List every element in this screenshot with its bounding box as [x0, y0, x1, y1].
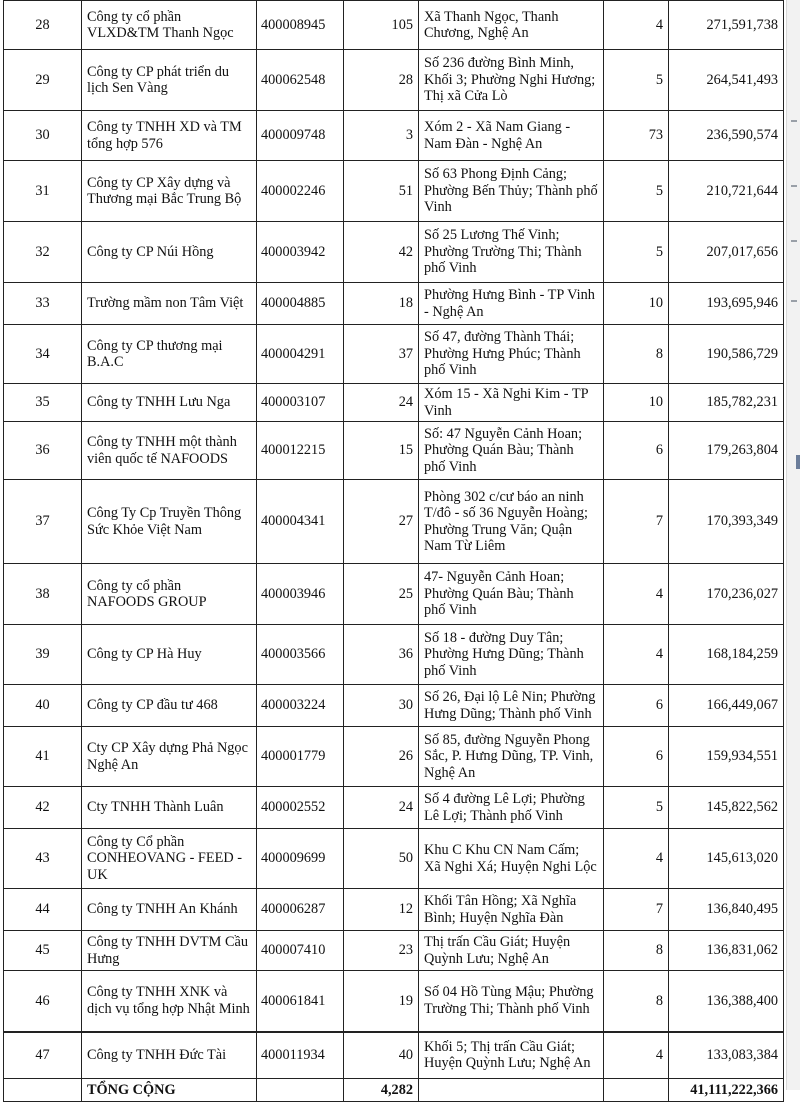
- row-company-name: Công ty CP thương mại B.A.C: [82, 325, 257, 384]
- row-stt: 39: [4, 625, 82, 685]
- total-empty-cell: [419, 1079, 604, 1102]
- row-company-name: Công ty Cổ phần CONHEOVANG - FEED - UK: [82, 829, 257, 889]
- row-company-name: Công ty CP Xây dựng và Thương mại Bắc Trung Bộ: [82, 161, 257, 222]
- table-row: [4, 384, 784, 422]
- table-row: [4, 422, 784, 480]
- table-row: [4, 829, 784, 889]
- row-company-name: Công Ty Cp Truyền Thông Sức Khỏe Việt Nam: [82, 480, 257, 564]
- table-row: [4, 625, 784, 685]
- row-people: 4: [604, 1, 669, 50]
- row-tax-code: 400061841: [257, 971, 344, 1032]
- row-company-name: Cty CP Xây dựng Phả Ngọc Nghệ An: [82, 727, 257, 787]
- row-people: 5: [604, 222, 669, 283]
- table-row: [4, 1, 784, 50]
- table-row: [4, 787, 784, 829]
- row-people: 6: [604, 422, 669, 480]
- row-people: 6: [604, 685, 669, 727]
- table-row: [4, 111, 784, 161]
- total-label: TỔNG CỘNG: [82, 1079, 257, 1102]
- row-people: 7: [604, 889, 669, 931]
- row-people: 73: [604, 111, 669, 161]
- row-people: 5: [604, 50, 669, 111]
- row-amount: 190,586,729: [669, 325, 784, 384]
- row-stt: 32: [4, 222, 82, 283]
- row-stt: 42: [4, 787, 82, 829]
- row-months: 19: [344, 971, 419, 1032]
- edge-mark: [791, 185, 797, 187]
- edge-mark: [791, 120, 797, 122]
- row-tax-code: 400011934: [257, 1032, 344, 1079]
- row-company-name: Công ty cổ phần VLXD&TM Thanh Ngọc: [82, 1, 257, 50]
- row-tax-code: 400004885: [257, 283, 344, 325]
- row-address: Số 26, Đại lộ Lê Nin; Phường Hưng Dũng; Thành phố Vinh: [419, 685, 604, 727]
- row-months: 105: [344, 1, 419, 50]
- row-address: Khu C Khu CN Nam Cấm; Xã Nghi Xá; Huyện Nghi Lộc: [419, 829, 604, 889]
- row-tax-code: 400003224: [257, 685, 344, 727]
- row-months: 42: [344, 222, 419, 283]
- row-months: 18: [344, 283, 419, 325]
- row-amount: 193,695,946: [669, 283, 784, 325]
- row-amount: 185,782,231: [669, 384, 784, 422]
- row-company-name: Cty TNHH Thành Luân: [82, 787, 257, 829]
- row-tax-code: 400062548: [257, 50, 344, 111]
- row-amount: 170,393,349: [669, 480, 784, 564]
- table-row: [4, 1032, 784, 1079]
- row-amount: 166,449,067: [669, 685, 784, 727]
- row-stt: 46: [4, 971, 82, 1032]
- total-empty-cell: [257, 1079, 344, 1102]
- table-row: [4, 889, 784, 931]
- row-tax-code: 400003107: [257, 384, 344, 422]
- total-amount: 41,111,222,366: [669, 1079, 784, 1102]
- row-amount: 136,840,495: [669, 889, 784, 931]
- row-stt: 30: [4, 111, 82, 161]
- row-address: Khối Tân Hồng; Xã Nghĩa Bình; Huyện Nghĩa Đàn: [419, 889, 604, 931]
- row-stt: 31: [4, 161, 82, 222]
- row-address: Số 4 đường Lê Lợi; Phường Lê Lợi; Thành phố Vinh: [419, 787, 604, 829]
- row-company-name: Công ty CP Hà Huy: [82, 625, 257, 685]
- row-people: 8: [604, 931, 669, 971]
- row-address: Khối 5; Thị trấn Cầu Giát; Huyện Quỳnh Lưu; Nghệ An: [419, 1032, 604, 1079]
- row-months: 27: [344, 480, 419, 564]
- row-company-name: Công ty TNHH Đức Tài: [82, 1032, 257, 1079]
- table-row: [4, 564, 784, 625]
- row-tax-code: 400007410: [257, 931, 344, 971]
- row-amount: 264,541,493: [669, 50, 784, 111]
- edge-mark: [791, 300, 797, 302]
- row-months: 26: [344, 727, 419, 787]
- row-stt: 45: [4, 931, 82, 971]
- row-amount: 170,236,027: [669, 564, 784, 625]
- row-address: Số 18 - đường Duy Tân; Phường Hưng Dũng; Thành phố Vinh: [419, 625, 604, 685]
- row-company-name: Công ty TNHH An Khánh: [82, 889, 257, 931]
- row-address: Số 236 đường Bình Minh, Khối 3; Phường Nghi Hương; Thị xã Cửa Lò: [419, 50, 604, 111]
- row-people: 8: [604, 971, 669, 1032]
- row-months: 36: [344, 625, 419, 685]
- table-row: [4, 50, 784, 111]
- total-empty-cell: [604, 1079, 669, 1102]
- row-company-name: Công ty TNHH XD và TM tổng hợp 576: [82, 111, 257, 161]
- row-people: 6: [604, 727, 669, 787]
- row-months: 15: [344, 422, 419, 480]
- row-months: 24: [344, 384, 419, 422]
- row-tax-code: 400003942: [257, 222, 344, 283]
- row-tax-code: 400002552: [257, 787, 344, 829]
- row-address: Thị trấn Cầu Giát; Huyện Quỳnh Lưu; Nghệ An: [419, 931, 604, 971]
- row-tax-code: 400001779: [257, 727, 344, 787]
- row-company-name: Trường mầm non Tâm Việt: [82, 283, 257, 325]
- table-row: [4, 480, 784, 564]
- row-stt: 34: [4, 325, 82, 384]
- row-amount: 136,831,062: [669, 931, 784, 971]
- row-tax-code: 400003566: [257, 625, 344, 685]
- row-stt: 36: [4, 422, 82, 480]
- row-address: Số 85, đường Nguyễn Phong Sắc, P. Hưng Dũng, TP. Vinh, Nghệ An: [419, 727, 604, 787]
- row-people: 5: [604, 161, 669, 222]
- row-months: 12: [344, 889, 419, 931]
- table-row: [4, 971, 784, 1032]
- debt-table: [3, 0, 784, 1102]
- row-amount: 168,184,259: [669, 625, 784, 685]
- row-address: Số 47, đường Thành Thái; Phường Hưng Phúc; Thành phố Vinh: [419, 325, 604, 384]
- table-row: [4, 685, 784, 727]
- row-stt: 38: [4, 564, 82, 625]
- row-address: Số 04 Hồ Tùng Mậu; Phường Trường Thi; Thành phố Vinh: [419, 971, 604, 1032]
- row-people: 10: [604, 384, 669, 422]
- row-months: 37: [344, 325, 419, 384]
- row-amount: 271,591,738: [669, 1, 784, 50]
- row-months: 30: [344, 685, 419, 727]
- row-tax-code: 400009748: [257, 111, 344, 161]
- row-stt: 43: [4, 829, 82, 889]
- row-months: 3: [344, 111, 419, 161]
- row-address: Số 25 Lương Thế Vinh; Phường Trường Thi; Thành phố Vinh: [419, 222, 604, 283]
- row-people: 4: [604, 829, 669, 889]
- row-tax-code: 400012215: [257, 422, 344, 480]
- row-months: 23: [344, 931, 419, 971]
- row-months: 25: [344, 564, 419, 625]
- row-tax-code: 400004341: [257, 480, 344, 564]
- row-stt: 29: [4, 50, 82, 111]
- row-address: Phòng 302 c/cư báo an ninh T/đô - số 36 Nguyễn Hoàng; Phường Trung Văn; Quận Nam Từ Liêm: [419, 480, 604, 564]
- table-row: [4, 222, 784, 283]
- row-stt: 47: [4, 1032, 82, 1079]
- window-edge-strip: [786, 0, 800, 1090]
- row-amount: 133,083,384: [669, 1032, 784, 1079]
- row-address: Xóm 2 - Xã Nam Giang - Nam Đàn - Nghệ An: [419, 111, 604, 161]
- row-people: 5: [604, 787, 669, 829]
- row-stt: 41: [4, 727, 82, 787]
- row-amount: 159,934,551: [669, 727, 784, 787]
- edge-mark: [791, 240, 797, 242]
- table-row: [4, 931, 784, 971]
- row-address: Phường Hưng Bình - TP Vinh - Nghệ An: [419, 283, 604, 325]
- row-amount: 207,017,656: [669, 222, 784, 283]
- row-amount: 145,613,020: [669, 829, 784, 889]
- row-company-name: Công ty TNHH Lưu Nga: [82, 384, 257, 422]
- row-stt: 44: [4, 889, 82, 931]
- row-tax-code: 400004291: [257, 325, 344, 384]
- row-address: 47- Nguyễn Cảnh Hoan; Phường Quán Bàu; Thành phố Vinh: [419, 564, 604, 625]
- row-months: 51: [344, 161, 419, 222]
- row-company-name: Công ty TNHH DVTM Cầu Hưng: [82, 931, 257, 971]
- row-address: Xóm 15 - Xã Nghi Kim - TP Vinh: [419, 384, 604, 422]
- total-empty-cell: [4, 1079, 82, 1102]
- row-amount: 136,388,400: [669, 971, 784, 1032]
- row-amount: 210,721,644: [669, 161, 784, 222]
- row-people: 10: [604, 283, 669, 325]
- row-months: 28: [344, 50, 419, 111]
- row-stt: 40: [4, 685, 82, 727]
- row-people: 4: [604, 625, 669, 685]
- row-company-name: Công ty cổ phần NAFOODS GROUP: [82, 564, 257, 625]
- total-months: 4,282: [344, 1079, 419, 1102]
- row-tax-code: 400002246: [257, 161, 344, 222]
- row-people: 7: [604, 480, 669, 564]
- row-months: 40: [344, 1032, 419, 1079]
- row-people: 4: [604, 1032, 669, 1079]
- row-address: Số: 47 Nguyễn Cảnh Hoan; Phường Quán Bàu; Thành phố Vinh: [419, 422, 604, 480]
- row-stt: 35: [4, 384, 82, 422]
- row-amount: 179,263,804: [669, 422, 784, 480]
- table-row: [4, 727, 784, 787]
- row-stt: 37: [4, 480, 82, 564]
- row-company-name: Công ty TNHH một thành viên quốc tế NAFOODS: [82, 422, 257, 480]
- row-company-name: Công ty CP phát triển du lịch Sen Vàng: [82, 50, 257, 111]
- table-body: [4, 1, 784, 1102]
- row-tax-code: 400008945: [257, 1, 344, 50]
- edge-scroll-marker: [796, 455, 800, 469]
- table-row: [4, 283, 784, 325]
- row-stt: 28: [4, 1, 82, 50]
- row-tax-code: 400003946: [257, 564, 344, 625]
- row-tax-code: 400009699: [257, 829, 344, 889]
- row-amount: 145,822,562: [669, 787, 784, 829]
- row-company-name: Công ty CP Núi Hồng: [82, 222, 257, 283]
- row-months: 24: [344, 787, 419, 829]
- row-people: 4: [604, 564, 669, 625]
- row-tax-code: 400006287: [257, 889, 344, 931]
- row-company-name: Công ty CP đầu tư 468: [82, 685, 257, 727]
- row-address: Xã Thanh Ngọc, Thanh Chương, Nghệ An: [419, 1, 604, 50]
- row-months: 50: [344, 829, 419, 889]
- row-people: 8: [604, 325, 669, 384]
- row-company-name: Công ty TNHH XNK và dịch vụ tổng hợp Nhật Minh: [82, 971, 257, 1032]
- row-amount: 236,590,574: [669, 111, 784, 161]
- total-row: [4, 1079, 784, 1102]
- row-address: Số 63 Phong Định Cảng; Phường Bến Thủy; Thành phố Vinh: [419, 161, 604, 222]
- table-row: [4, 325, 784, 384]
- table-row: [4, 161, 784, 222]
- row-stt: 33: [4, 283, 82, 325]
